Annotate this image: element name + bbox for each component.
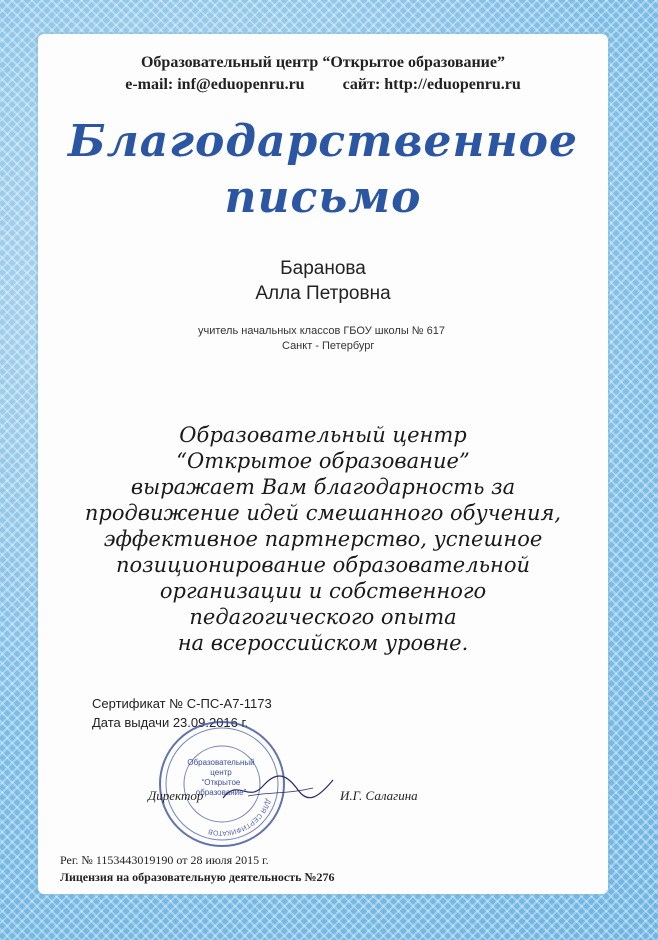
site-text: сайт: http://eduopenru.ru [342,76,521,93]
certificate-sheet [38,34,608,894]
stamp-ring-text: ДЛЯ СЕРТИФИКАТОВ [207,797,272,837]
certificate-date: Дата выдачи 23.09.2016 г. [92,715,249,730]
body-line: педагогического опыта [189,605,457,629]
body-line: Образовательный центр [179,423,467,447]
recipient [38,256,608,306]
document-title [38,114,608,226]
position-job: учитель начальных классов ГБОУ школы № 617 [198,325,445,337]
stamp-line: Образовательный [187,758,255,767]
body-line: “Открытое образование” [176,449,470,473]
body-line: на всероссийском уровне. [177,631,469,655]
title-line-1: Благодарственное [67,116,578,167]
stamp-line: центр [210,768,232,777]
stamp-line: “Открытое [201,778,241,787]
body-line: эффективное партнерство, успешное [103,527,543,551]
recipient-surname: Баранова [280,258,366,279]
position-city: Санкт - Петербург [282,340,375,352]
body-line: организации и собственного [159,579,487,603]
header [38,52,608,96]
body-line: выражает Вам благодарность за [130,475,516,499]
org-line: Образовательный центр “Открытое образование” [140,54,505,71]
gratitude-text [58,422,588,656]
body-line: позиционирование образовательной [115,553,531,577]
email-text: e-mail: inf@eduopenru.ru [125,76,305,93]
registration-text: Рег. № 1153443019190 от 28 июля 2015 г. [60,853,269,867]
title-line-2: письмо [224,172,422,223]
handwritten-signature [218,768,338,808]
certificate-number: Сертификат № С-ПС-А7-1173 [92,696,272,711]
director-name: И.Г. Салагина [340,788,418,803]
footer [60,852,335,886]
license-text: Лицензия на образовательную деятельность №276 [60,870,335,884]
body-line: продвижение идей смешанного обучения, [84,501,562,525]
stamp-line: образование” [195,788,247,797]
recipient-name: Алла Петровна [255,283,391,304]
contacts-row [38,74,608,96]
recipient-position [198,324,518,354]
director-label: Директор [148,788,204,803]
